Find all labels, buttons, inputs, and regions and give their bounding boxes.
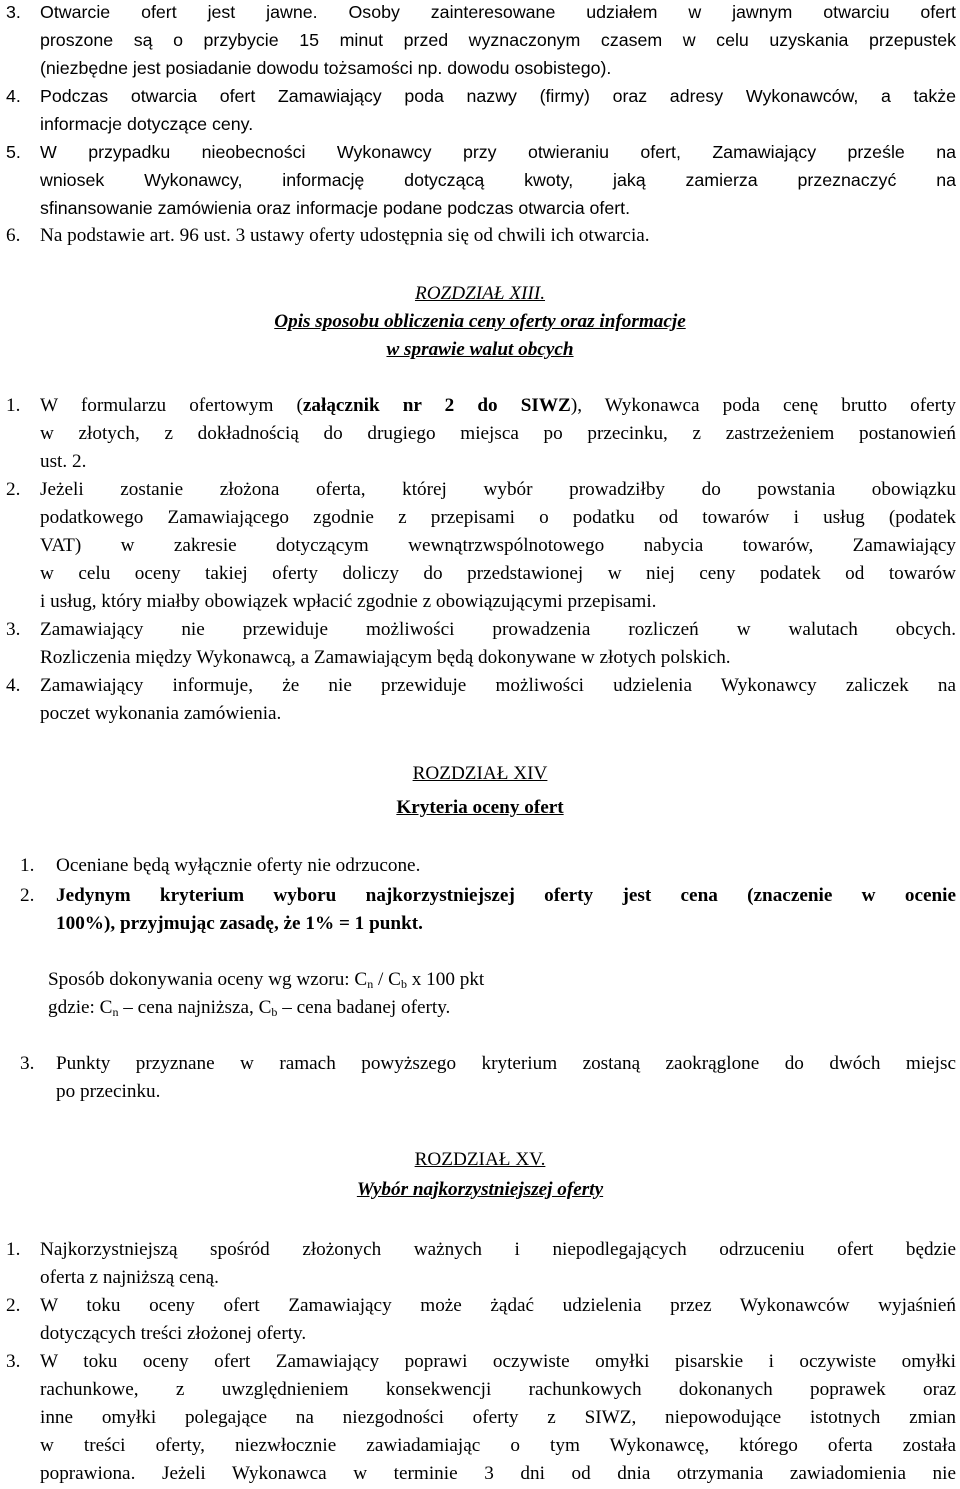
item-number: 3. [6,2,21,22]
attachment-reference: załącznik nr 2 do SIWZ [302,395,571,416]
document-page: 3. Otwarcie ofert jest jawne. Osoby zainteresowane udziałem w jawnym otwarciu ofert proszone są o przybycie 15 minut przed wyznaczonym czasem w celu uzyskania przepustek (niezbędne jest posiadanie dowodu tożsamości np. dowodu osobistego). 4. Podczas otwarcia ofert Zamawiający poda nazwy (firmy) oraz adresy Wykonawców, a także informacje dotyczące ceny. 5. W przypadku nieobecności Wykonawcy przy otwieraniu ofert, Zamawiający prześle na wniosek Wykonawcy, informację dotyczącą kwoty, jaką zamierza przeznaczyć na sfinansowanie zamówienia oraz informacje podane podczas otwarcia ofert. 6. Na podstawie art. 96 ust. 3 ustawy oferty udostępnia się od chwili ich otwarcia. ROZDZIAŁ XIII. Opis sposobu obliczenia ceny oferty oraz informacje w sprawie walut obcych 1. W formularzu ofertowym (załącznik nr 2 do SIWZ), Wykonawca poda cenę brutto oferty w złotych, z dokładnością do drugiego miejsca po przecinku, z zastrzeżeniem postanowień ust. 2. 2. Jeżeli zostanie złożona oferta, której wybór prowadziłby do powstania obowiązku podatkowego Zamawiającego zgodnie z przepisami o podatku od towarów i usług (podatek VAT) w zakresie dotyczącym wewnątrzwspólnotowego nabycia towarów, Zamawiający w celu oceny takiej oferty doliczy do przedstawionej w niej ceny podatek od towarów i usług, który miałby obowiązek wpłacić zgodnie z obowiązującymi przepisami. 3. Zamawiający nie przewiduje możliwości prowadzenia rozliczeń w walutach obcych. Rozliczenia między Wykonawcą, a Zamawiającym będą dokonywane w złotych polskich. 4. Zamawiający informuje, że nie przewiduje możliwości udzielenia Wykonawcy zaliczek na poczet wykonania zamówienia. ROZDZIAŁ XIV Kryteria oceny ofert 1. Oceniane będą wyłącznie oferty nie odrzucone. 2. Jedynym kryterium wyboru najkorzystniejszej oferty jest cena (znaczenie w ocenie 100%), przyjmując zasadę, że 1% = 1 punkt. Sposób dokonywania oceny wg wzoru: $C_n / C_b$ x 100 pkt gdzie: $C_n$ – cena najniższa, $C_b$ – cena badanej oferty. 3. Punkty przyznane w ramach powyższego kryterium zostaną zaokrąglone do dwóch miejsc po przecinku. ROZDZIAŁ XV. Wybór najkorzystniejszej oferty 1. Najkorzystniejszą spośród złożonych ważnych i niepodlegających odrzuceniu ofert będzie oferta z najniższą ceną. 2. W toku oceny ofert Zamawiający może żądać udzielenia przez Wykonawców wyjaśnień dotyczących treści złożonej oferty. 3. W toku oceny ofert Zamawiający poprawi oczywiste omyłki pisarskie i oczywiste omyłki rachunkowe, z uwzględnieniem konsekwencji rachunkowych dokonanych poprawek oraz inne omyłki polegające na niezgodności oferty z SIWZ, niepowodujące istotnych zmian w treści oferty, niezwłocznie zawiadamiając o tym Wykonawcę, którego oferta została poprawiona. Jeżeli Wykonawca w terminie 3 dni od dnia otrzymania zawiadomienia nie [0,0,960,1489]
chapter-14-heading: ROZDZIAŁ XIV [412,763,548,784]
chapter-15-subtitle: Wybór najkorzystniejszej oferty [356,1179,604,1200]
chapter-14-subtitle: Kryteria oceny ofert [396,797,564,818]
item-text: Otwarcie ofert jest jawne. Osoby zainteresowane udziałem w jawnym otwarciu ofert [40,2,956,22]
chapter-13-heading: ROZDZIAŁ XIII. [414,283,546,304]
chapter-13-subtitle-2: w sprawie walut obcych [386,339,574,360]
chapter-13-subtitle-1: Opis sposobu obliczenia ceny oferty oraz informacje [274,311,686,332]
chapter-15-heading: ROZDZIAŁ XV. [414,1149,546,1170]
